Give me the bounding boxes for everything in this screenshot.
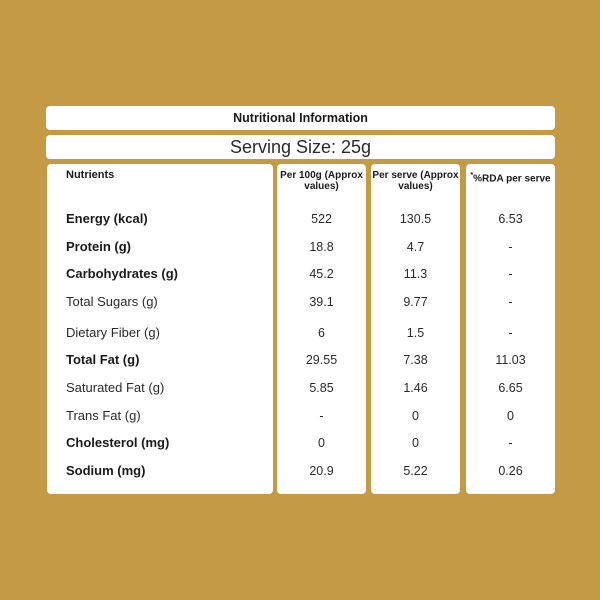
- per-100g-value: 0: [318, 436, 325, 450]
- per-serve-value: 1.5: [406, 326, 425, 340]
- rda-header: [466, 170, 555, 184]
- per-100g-value: 29.55: [305, 353, 338, 367]
- nutrient-name: Dietary Fiber (g): [66, 325, 160, 340]
- per-serve-column: [371, 164, 460, 494]
- rda-value: 6.53: [498, 212, 523, 226]
- nutrient-name: Carbohydrates (g): [66, 266, 178, 281]
- per-100g-value: 20.9: [309, 464, 334, 478]
- per-serve-value: 4.7: [406, 240, 425, 254]
- per-100g-value: 6: [318, 326, 325, 340]
- per-100g-value: 522: [311, 212, 332, 226]
- nutrient-name: Saturated Fat (g): [66, 380, 165, 395]
- per-serve-header: Per serve (Approx values): [372, 170, 459, 192]
- serving-size: Serving Size: 25g: [46, 135, 555, 159]
- nutrients-header: Nutrients: [66, 169, 115, 181]
- rda-value: -: [508, 240, 513, 254]
- nutrients-column: [47, 164, 273, 494]
- per-100g-value: 5.85: [309, 381, 334, 395]
- rda-asterisk: *: [470, 172, 474, 179]
- per-serve-value: 7.38: [403, 353, 428, 367]
- rda-value: 0: [507, 409, 514, 423]
- nutrient-name: Energy (kcal): [66, 211, 148, 226]
- rda-header-text: %RDA per serve: [473, 173, 551, 185]
- per-serve-value: 130.5: [399, 212, 432, 226]
- nutrient-name: Protein (g): [66, 239, 131, 254]
- per-100g-column: [277, 164, 366, 494]
- nutrient-name: Total Fat (g): [66, 352, 140, 367]
- per-serve-value: 0: [412, 409, 419, 423]
- rda-value: -: [508, 295, 513, 309]
- per-100g-value: 18.8: [309, 240, 334, 254]
- per-100g-value: 45.2: [309, 267, 334, 281]
- nutrient-name: Cholesterol (mg): [66, 435, 170, 450]
- rda-value: 0.26: [498, 464, 523, 478]
- per-serve-value: 11.3: [403, 267, 428, 281]
- rda-value: -: [508, 326, 513, 340]
- rda-value: 6.65: [498, 381, 523, 395]
- nutrient-name: Total Sugars (g): [66, 294, 158, 309]
- nutrition-title: Nutritional Information: [46, 106, 555, 130]
- per-100g-header: Per 100g (Approx values): [280, 170, 363, 192]
- rda-value: -: [508, 436, 513, 450]
- per-serve-value: 0: [412, 436, 419, 450]
- rda-value: -: [508, 267, 513, 281]
- nutrient-name: Trans Fat (g): [66, 408, 141, 423]
- nutrient-name: Sodium (mg): [66, 463, 146, 478]
- rda-value: 11.03: [495, 353, 526, 367]
- per-serve-value: 5.22: [403, 464, 428, 478]
- per-100g-value: -: [319, 409, 324, 423]
- rda-column: [466, 164, 555, 494]
- per-100g-value: 39.1: [309, 295, 334, 309]
- per-serve-value: 1.46: [403, 381, 428, 395]
- per-serve-value: 9.77: [403, 295, 428, 309]
